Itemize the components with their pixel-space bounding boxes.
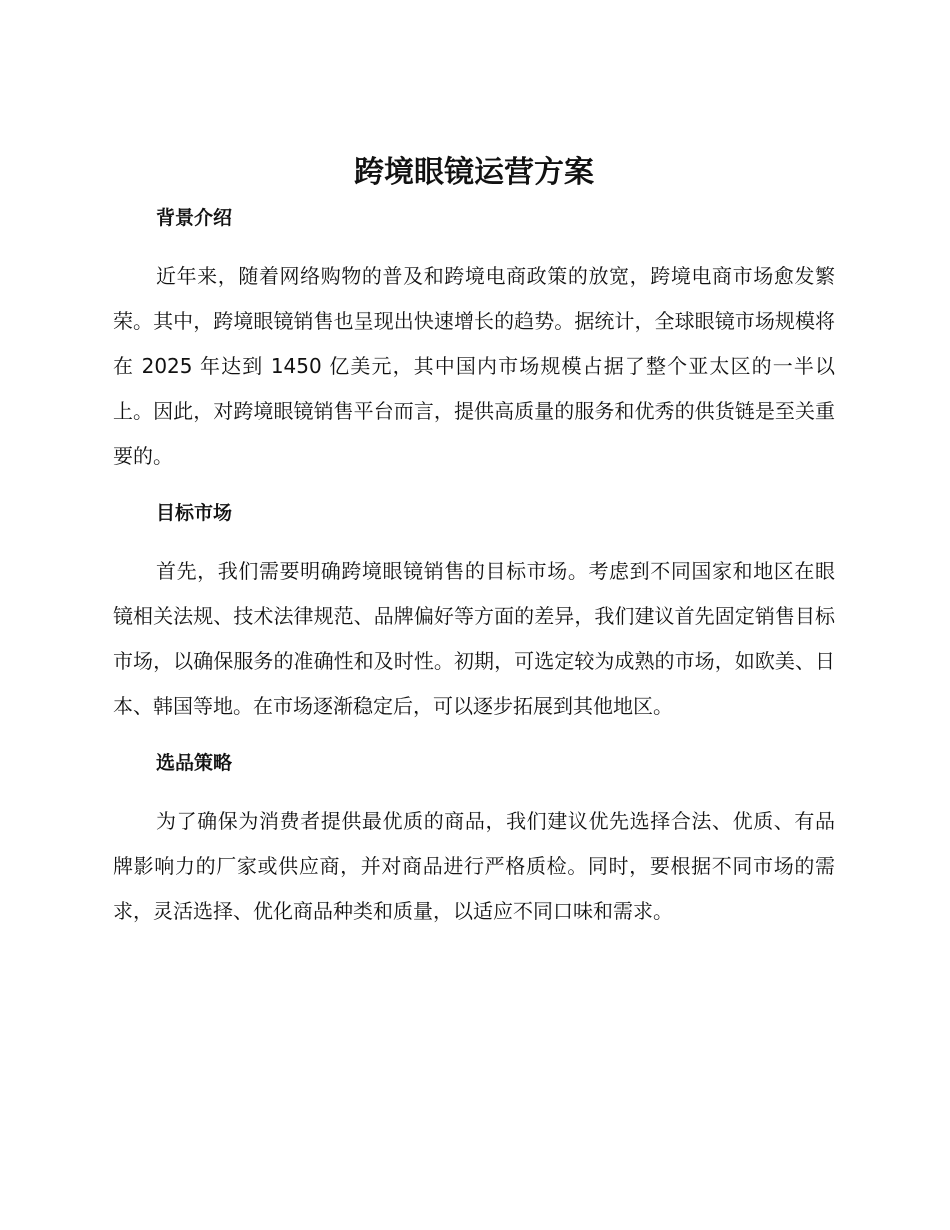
section-heading-target-market: 目标市场 — [156, 502, 233, 524]
section-body-background: 近年来，随着网络购物的普及和跨境电商政策的放宽，跨境电商市场愈发繁荣。其中，跨境眼镜销售也呈现出快速增长的趋势。据统计，全球眼镜市场规模将在 2025 年达到 1450 亿美元，其中国内市场规模占据了整个亚太区的一半以上。因此，对跨境眼镜销售平台而言，提供高质量的服务和优秀的供货链是至关重要的。 — [113, 264, 835, 468]
section-product-strategy — [113, 743, 835, 934]
section-background — [113, 198, 835, 479]
document-content — [113, 148, 835, 934]
document-title: 跨境眼镜运营方案 — [354, 155, 594, 190]
section-target-market — [113, 493, 835, 729]
section-heading-background: 背景介绍 — [156, 207, 233, 229]
section-body-product-strategy: 为了确保为消费者提供最优质的商品，我们建议优先选择合法、优质、有品牌影响力的厂家或供应商，并对商品进行严格质检。同时，要根据不同市场的需求，灵活选择、优化商品种类和质量，以适应不同口味和需求。 — [113, 809, 835, 923]
section-heading-product-strategy: 选品策略 — [156, 752, 233, 774]
section-body-target-market: 首先，我们需要明确跨境眼镜销售的目标市场。考虑到不同国家和地区在眼镜相关法规、技术法律规范、品牌偏好等方面的差异，我们建议首先固定销售目标市场，以确保服务的准确性和及时性。初期，可选定较为成熟的市场，如欧美、日本、韩国等地。在市场逐渐稳定后，可以逐步拓展到其他地区。 — [113, 559, 835, 718]
